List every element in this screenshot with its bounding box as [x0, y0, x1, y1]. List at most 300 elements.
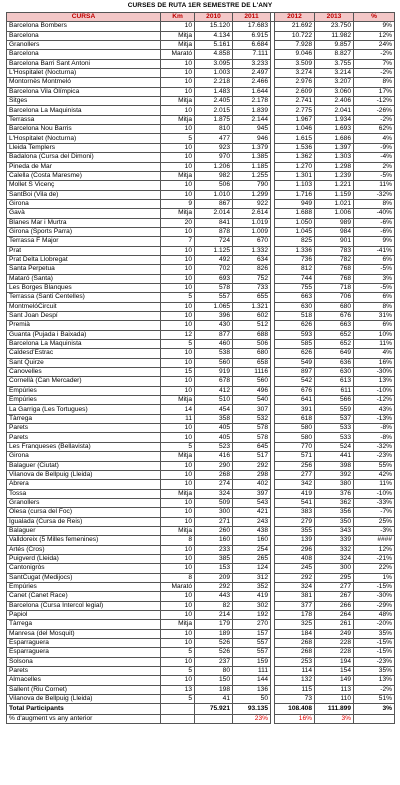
table-row — [7, 396, 395, 405]
cell-cursa: Cantonigròs — [7, 564, 161, 573]
cell-2012: 184 — [275, 629, 315, 638]
table-row — [7, 526, 395, 535]
cell-2010: 724 — [195, 237, 233, 246]
cell-cursa: Artés (Cros) — [7, 545, 161, 554]
cell-cursa: Sallent (Riu Cornet) — [7, 685, 161, 694]
cell-2010: 443 — [195, 592, 233, 601]
cell-2010: 233 — [195, 545, 233, 554]
cell-2012: 3.509 — [275, 59, 315, 68]
increase-2010 — [195, 714, 233, 723]
table-row — [7, 171, 395, 180]
cell-pct: 11% — [354, 480, 395, 489]
cell-2013: 706 — [315, 293, 354, 302]
cell-pct: 4% — [354, 134, 395, 143]
cell-pct: 6% — [354, 255, 395, 264]
cell-km: 5 — [161, 667, 195, 676]
cell-pct: 1% — [354, 573, 395, 582]
header-2013: 2013 — [315, 13, 354, 22]
cell-pct: 55% — [354, 461, 395, 470]
cell-km: Mitja — [161, 41, 195, 50]
cell-2011: 419 — [233, 592, 271, 601]
cell-2011: 111 — [233, 667, 271, 676]
cell-2010: 560 — [195, 358, 233, 367]
cell-2011: 1.321 — [233, 302, 271, 311]
cell-2011: 752 — [233, 274, 271, 283]
cell-2013: 782 — [315, 255, 354, 264]
cell-2010: 405 — [195, 424, 233, 433]
cell-pct: -5% — [354, 283, 395, 292]
cell-km: Mitja — [161, 115, 195, 124]
cell-cursa: Tossa — [7, 489, 161, 498]
cell-cursa: Barcelona Nou Barris — [7, 125, 161, 134]
cell-2011: 50 — [233, 695, 271, 704]
cell-2011: 532 — [233, 414, 271, 423]
cell-cursa: Girona — [7, 199, 161, 208]
cell-km: 10 — [161, 125, 195, 134]
cell-cursa: Barcelona La Maquinista — [7, 106, 161, 115]
cell-cursa: Granollers — [7, 498, 161, 507]
cell-2010: 538 — [195, 349, 233, 358]
cell-2011: 560 — [233, 377, 271, 386]
cell-pct: 9% — [354, 237, 395, 246]
cell-2013: 8.827 — [315, 50, 354, 59]
total-2012: 108.408 — [275, 704, 315, 715]
cell-2010: 324 — [195, 489, 233, 498]
cell-cursa: Sitges — [7, 97, 161, 106]
cell-2013: 718 — [315, 283, 354, 292]
cell-pct: 51% — [354, 695, 395, 704]
cell-2013: 1.693 — [315, 125, 354, 134]
cell-2012: 1.716 — [275, 190, 315, 199]
table-row — [7, 648, 395, 657]
cell-2011: 1.385 — [233, 153, 271, 162]
table-row — [7, 190, 395, 199]
cell-cursa: Blanes Mar i Murtra — [7, 218, 161, 227]
cell-pct: 16% — [354, 358, 395, 367]
cell-2013: 636 — [315, 358, 354, 367]
cell-2010: 1.875 — [195, 115, 233, 124]
cell-2012: 296 — [275, 545, 315, 554]
cell-2011: 307 — [233, 405, 271, 414]
table-row — [7, 31, 395, 40]
header-2011: 2011 — [233, 13, 271, 22]
cell-pct: -15% — [354, 639, 395, 648]
cell-cursa: Esparraguera — [7, 648, 161, 657]
cell-pct: 17% — [354, 87, 395, 96]
cell-2012: 1.362 — [275, 153, 315, 162]
cell-pct: -12% — [354, 396, 395, 405]
cell-2013: 277 — [315, 582, 354, 591]
cell-cursa: Empúries — [7, 582, 161, 591]
cell-2011: 790 — [233, 181, 271, 190]
total-2013: 111.899 — [315, 704, 354, 715]
table-row — [7, 125, 395, 134]
cell-pct: -26% — [354, 106, 395, 115]
cell-2013: 266 — [315, 601, 354, 610]
table-row — [7, 405, 395, 414]
cell-2010: 2.218 — [195, 78, 233, 87]
table-row — [7, 470, 395, 479]
cell-cursa: Balaguer (Ciutat) — [7, 461, 161, 470]
cell-cursa: Prat Delta Llobregat — [7, 255, 161, 264]
cell-km: Marató — [161, 582, 195, 591]
cell-2013: 1.303 — [315, 153, 354, 162]
cell-2010: 41 — [195, 695, 233, 704]
cell-2010: 405 — [195, 433, 233, 442]
cell-km: 10 — [161, 470, 195, 479]
cell-2013: 267 — [315, 592, 354, 601]
cell-2013: 11.982 — [315, 31, 354, 40]
cell-2012: 897 — [275, 368, 315, 377]
cell-pct: 25% — [354, 517, 395, 526]
table-row — [7, 181, 395, 190]
cell-2011: 298 — [233, 470, 271, 479]
table-row — [7, 442, 395, 451]
cell-cursa: L'Hospitalet (Nocturna) — [7, 69, 161, 78]
cell-2010: 80 — [195, 667, 233, 676]
cell-pct: 6% — [354, 293, 395, 302]
cell-2012: 132 — [275, 676, 315, 685]
cell-km: 5 — [161, 442, 195, 451]
cell-cursa: SantCugat (Medijocs) — [7, 573, 161, 582]
cell-km: 5 — [161, 293, 195, 302]
cell-2012: 585 — [275, 340, 315, 349]
cell-2010: 198 — [195, 685, 233, 694]
cell-km: 8 — [161, 536, 195, 545]
cell-cursa: Olesa (cursa del Foc) — [7, 508, 161, 517]
table-row — [7, 461, 395, 470]
cell-cursa: Barcelona La Maquinista — [7, 340, 161, 349]
cell-pct: 8% — [354, 302, 395, 311]
cell-2010: 416 — [195, 452, 233, 461]
table-row — [7, 330, 395, 339]
cell-2010: 2.014 — [195, 209, 233, 218]
cell-2012: 1.536 — [275, 143, 315, 152]
cell-pct: -2% — [354, 115, 395, 124]
table-row — [7, 115, 395, 124]
table-row — [7, 134, 395, 143]
cell-2012: 381 — [275, 592, 315, 601]
cell-pct: -32% — [354, 442, 395, 451]
cell-cursa: Calella (Costa Maresme) — [7, 171, 161, 180]
cell-2011: 2.178 — [233, 97, 271, 106]
table-row — [7, 199, 395, 208]
cell-2011: 1.379 — [233, 143, 271, 152]
table-row — [7, 489, 395, 498]
table-row — [7, 265, 395, 274]
cell-2012: 178 — [275, 611, 315, 620]
total-label: Total Participants — [7, 704, 161, 715]
cell-2013: 194 — [315, 657, 354, 666]
cell-2011: 159 — [233, 657, 271, 666]
total-2010: 75.921 — [195, 704, 233, 715]
cell-2011: 421 — [233, 508, 271, 517]
cell-2011: 302 — [233, 601, 271, 610]
cell-2012: 641 — [275, 396, 315, 405]
table-row — [7, 517, 395, 526]
cell-2012: 549 — [275, 358, 315, 367]
cell-2013: 630 — [315, 368, 354, 377]
cell-km: 13 — [161, 685, 195, 694]
cell-cursa: Canet (Canet Race) — [7, 592, 161, 601]
cell-cursa: Pineda de Mar — [7, 162, 161, 171]
cell-2013: 1.686 — [315, 134, 354, 143]
cell-cursa: Premià — [7, 321, 161, 330]
cell-pct: -2% — [354, 69, 395, 78]
cell-2012: 518 — [275, 312, 315, 321]
cell-cursa: Canovelles — [7, 368, 161, 377]
cell-pct: -23% — [354, 657, 395, 666]
cell-pct: 22% — [354, 564, 395, 573]
cell-2012: 1.270 — [275, 162, 315, 171]
table-row — [7, 629, 395, 638]
table-row — [7, 349, 395, 358]
cell-2013: 1.239 — [315, 171, 354, 180]
cell-km: 10 — [161, 312, 195, 321]
cell-2010: 878 — [195, 227, 233, 236]
cell-pct: 13% — [354, 377, 395, 386]
cell-2010: 214 — [195, 611, 233, 620]
cell-2010: 4.134 — [195, 31, 233, 40]
cell-2013: 3.207 — [315, 78, 354, 87]
cell-pct: -12% — [354, 97, 395, 106]
cell-cursa: Barcelona — [7, 50, 161, 59]
cell-cursa: Tàrrega — [7, 414, 161, 423]
cell-2010: 970 — [195, 153, 233, 162]
cell-2012: 245 — [275, 564, 315, 573]
cell-2011: 578 — [233, 433, 271, 442]
table-row — [7, 321, 395, 330]
cell-2012: 618 — [275, 414, 315, 423]
cell-km: 10 — [161, 657, 195, 666]
cell-pct: 48% — [354, 611, 395, 620]
cell-2013: 441 — [315, 452, 354, 461]
cell-2011: 946 — [233, 134, 271, 143]
table-row — [7, 106, 395, 115]
cell-2013: 1.298 — [315, 162, 354, 171]
cell-pct: -41% — [354, 246, 395, 255]
cell-2011: 144 — [233, 676, 271, 685]
cell-2012: 7.928 — [275, 41, 315, 50]
cell-2011: 496 — [233, 386, 271, 395]
cell-km: Mitja — [161, 620, 195, 629]
cell-2011: 680 — [233, 349, 271, 358]
cell-km: Mitja — [161, 526, 195, 535]
header-2010: 2010 — [195, 13, 233, 22]
cell-2011: 7.111 — [233, 50, 271, 59]
cell-2013: 611 — [315, 386, 354, 395]
cell-km: 10 — [161, 22, 195, 31]
cell-2013: 537 — [315, 414, 354, 423]
cell-km: Mitja — [161, 396, 195, 405]
cell-2010: 4.858 — [195, 50, 233, 59]
header-row — [7, 13, 395, 22]
cell-2013: 989 — [315, 218, 354, 227]
cell-cursa: Terrassa — [7, 115, 161, 124]
cell-2011: 517 — [233, 452, 271, 461]
cell-2010: 693 — [195, 274, 233, 283]
cell-2010: 1.003 — [195, 69, 233, 78]
cell-pct: -20% — [354, 620, 395, 629]
cell-2010: 385 — [195, 554, 233, 563]
cell-km: 10 — [161, 255, 195, 264]
cell-2012: 949 — [275, 199, 315, 208]
cell-2010: 557 — [195, 293, 233, 302]
cell-2012: 755 — [275, 283, 315, 292]
cell-2013: 295 — [315, 573, 354, 582]
table-row — [7, 433, 395, 442]
cell-km: 10 — [161, 162, 195, 171]
cell-2013: 339 — [315, 536, 354, 545]
table-row — [7, 246, 395, 255]
cell-2011: 402 — [233, 480, 271, 489]
cell-2011: 1.332 — [233, 246, 271, 255]
cell-2010: 678 — [195, 377, 233, 386]
cell-2013: 264 — [315, 611, 354, 620]
header-cursa: CURSA — [7, 13, 161, 22]
table-row — [7, 498, 395, 507]
cell-2013: 533 — [315, 424, 354, 433]
cell-2013: 23.750 — [315, 22, 354, 31]
cell-2012: 825 — [275, 237, 315, 246]
cell-2010: 3.095 — [195, 59, 233, 68]
table-row — [7, 452, 395, 461]
cell-pct: 24% — [354, 41, 395, 50]
cell-2010: 412 — [195, 386, 233, 395]
cell-km: 10 — [161, 321, 195, 330]
cell-2010: 1.010 — [195, 190, 233, 199]
cell-2013: 652 — [315, 340, 354, 349]
cell-2012: 770 — [275, 442, 315, 451]
table-row — [7, 620, 395, 629]
cell-pct: -15% — [354, 582, 395, 591]
cell-km: 5 — [161, 648, 195, 657]
cell-2013: 783 — [315, 246, 354, 255]
cell-pct: -4% — [354, 153, 395, 162]
cell-pct: 31% — [354, 312, 395, 321]
cell-2010: 578 — [195, 283, 233, 292]
cell-2012: 73 — [275, 695, 315, 704]
table-row — [7, 685, 395, 694]
cell-pct: 10% — [354, 330, 395, 339]
increase-km — [161, 714, 195, 723]
table-row — [7, 695, 395, 704]
cell-km: 12 — [161, 330, 195, 339]
cell-km: 10 — [161, 302, 195, 311]
cell-2012: 1.301 — [275, 171, 315, 180]
cell-cursa: Terrassa (Santi Centelles) — [7, 293, 161, 302]
cell-cursa: Igualada (Cursa de Reis) — [7, 517, 161, 526]
cell-2010: 292 — [195, 582, 233, 591]
cell-km: 10 — [161, 283, 195, 292]
table-row — [7, 274, 395, 283]
cell-pct: -33% — [354, 498, 395, 507]
cell-2013: 149 — [315, 676, 354, 685]
cell-2012: 626 — [275, 321, 315, 330]
cell-km: 10 — [161, 564, 195, 573]
cell-2011: 658 — [233, 358, 271, 367]
cell-km: 5 — [161, 695, 195, 704]
cell-2013: 376 — [315, 489, 354, 498]
cell-km: 10 — [161, 153, 195, 162]
cell-2012: 676 — [275, 386, 315, 395]
increase-2013: 3% — [315, 714, 354, 723]
cell-2011: 397 — [233, 489, 271, 498]
cell-2013: 2.041 — [315, 106, 354, 115]
table-row — [7, 87, 395, 96]
cell-cursa: Montornès Montmeló — [7, 78, 161, 87]
cell-2013: 3.060 — [315, 87, 354, 96]
cell-2010: 841 — [195, 218, 233, 227]
cell-2011: 254 — [233, 545, 271, 554]
cell-2012: 268 — [275, 639, 315, 648]
cell-2011: 157 — [233, 629, 271, 638]
cell-2011: 578 — [233, 424, 271, 433]
cell-2013: 1.221 — [315, 181, 354, 190]
cell-2010: 2.015 — [195, 106, 233, 115]
cell-cursa: Vilanova de Bellpuig (Lleida) — [7, 695, 161, 704]
cell-2011: 124 — [233, 564, 271, 573]
cell-km: 10 — [161, 143, 195, 152]
cell-2010: 1.483 — [195, 87, 233, 96]
cell-2010: 1.206 — [195, 162, 233, 171]
cell-cursa: Guanta (Pujada i Baixada) — [7, 330, 161, 339]
table-row — [7, 283, 395, 292]
cell-2012: 630 — [275, 302, 315, 311]
cell-cursa: Tàrrega — [7, 620, 161, 629]
cell-2012: 593 — [275, 330, 315, 339]
table-row — [7, 592, 395, 601]
cell-pct: -6% — [354, 227, 395, 236]
cell-pct: -32% — [354, 190, 395, 199]
cell-cursa: SantBoi (Vila de) — [7, 190, 161, 199]
cell-cursa: Caldesd'Estrac — [7, 349, 161, 358]
cell-2013: 380 — [315, 480, 354, 489]
cell-2013: 113 — [315, 685, 354, 694]
cell-cursa: Parets — [7, 667, 161, 676]
cell-2011: 243 — [233, 517, 271, 526]
cell-2010: 274 — [195, 480, 233, 489]
cell-2013: 261 — [315, 620, 354, 629]
cell-cursa: Almacelles — [7, 676, 161, 685]
cell-cursa: Parets — [7, 433, 161, 442]
table-row — [7, 657, 395, 666]
cell-pct: -29% — [354, 601, 395, 610]
table-row — [7, 50, 395, 59]
cell-pct: 42% — [354, 470, 395, 479]
cell-2011: 438 — [233, 526, 271, 535]
table-row — [7, 377, 395, 386]
increase-pct — [354, 714, 395, 723]
cell-2013: 332 — [315, 545, 354, 554]
race-table — [6, 12, 395, 724]
cell-pct: #### — [354, 536, 395, 545]
cell-km: 10 — [161, 377, 195, 386]
increase-2011: 23% — [233, 714, 271, 723]
cell-pct: 7% — [354, 59, 395, 68]
cell-pct: 2% — [354, 162, 395, 171]
cell-2010: 919 — [195, 368, 233, 377]
cell-2012: 541 — [275, 498, 315, 507]
total-km — [161, 704, 195, 715]
cell-pct: -8% — [354, 424, 395, 433]
cell-2013: 3.755 — [315, 59, 354, 68]
table-row — [7, 69, 395, 78]
cell-cursa: Les Borges Blanques — [7, 283, 161, 292]
cell-pct: -10% — [354, 386, 395, 395]
cell-2012: 1.336 — [275, 246, 315, 255]
cell-km: Mitja — [161, 97, 195, 106]
